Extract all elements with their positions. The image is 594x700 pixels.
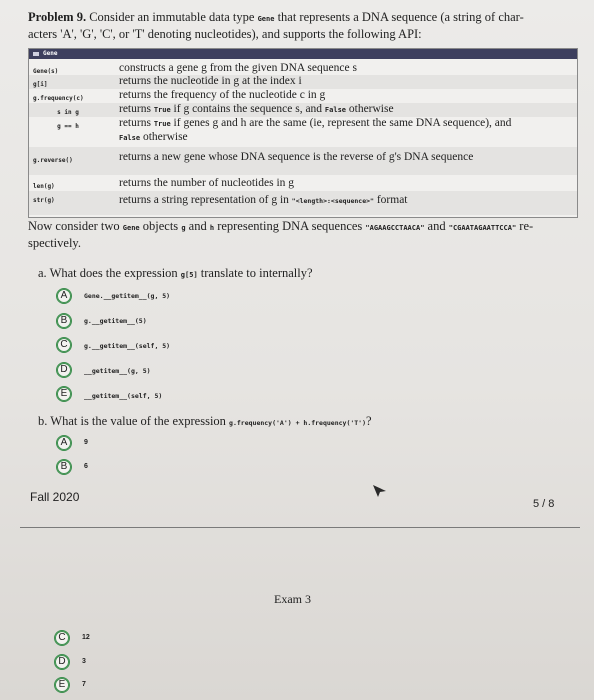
- api-row-equals: [29, 117, 577, 147]
- question-b: b. What is the value of the expression g.frequency('A') + h.frequency('T')?: [38, 414, 372, 428]
- api-table-header: [29, 49, 577, 59]
- option-b-c-value: 12: [82, 634, 90, 641]
- api-table: [28, 48, 578, 218]
- problem-statement: [28, 10, 573, 42]
- page-divider: [20, 527, 580, 528]
- api-key: g[i]: [33, 81, 48, 88]
- option-b-a-radio[interactable]: A: [56, 435, 72, 451]
- context-paragraph: Now consider two Gene objects g and h representing DNA sequences "AGAAGCCTAACA" and "CGAATAGAATTCCA" re- spectively.: [28, 219, 534, 250]
- option-b-b-value: 6: [84, 463, 88, 470]
- option-b-e-value: 7: [82, 681, 86, 688]
- api-row-contains: [29, 103, 577, 117]
- api-key: g == h: [57, 123, 79, 130]
- api-desc: returns the frequency of the nucleotide c in g: [119, 89, 326, 101]
- footer-term: Fall 2020: [30, 490, 80, 504]
- option-b-a-value: 9: [84, 439, 88, 446]
- option-a-code: Gene.__getitem__(g, 5): [84, 292, 171, 300]
- option-a-radio[interactable]: A: [56, 288, 72, 304]
- option-b-c-radio[interactable]: C: [54, 630, 70, 646]
- api-key: g.reverse(): [33, 157, 73, 164]
- option-b-b-radio[interactable]: B: [56, 459, 72, 475]
- problem-label: Problem 9.: [28, 10, 87, 24]
- api-row-reverse: [29, 147, 577, 175]
- option-b-d-value: 3: [82, 658, 86, 665]
- option-d-code: __getitem__(g, 5): [84, 367, 151, 375]
- api-desc: returns a new gene whose DNA sequence is the reverse of g's DNA sequence: [119, 151, 474, 163]
- api-table-title: Gene: [43, 50, 58, 57]
- api-key: str(g): [33, 197, 55, 204]
- page-number: 5 / 8: [533, 498, 555, 510]
- api-row-str: [29, 191, 577, 215]
- next-page-header: Exam 3: [274, 592, 311, 606]
- problem-intro-text: Consider an immutable data type: [86, 10, 258, 24]
- api-desc: returns a string representation of g in "<length>:<sequence>" format: [119, 194, 408, 206]
- option-b-radio[interactable]: B: [56, 313, 72, 329]
- option-e-code: __getitem__(self, 5): [84, 392, 163, 400]
- question-a: a. What does the expression g[5] translate to internally?: [38, 266, 313, 280]
- option-b-e-radio[interactable]: E: [54, 677, 70, 693]
- option-d-radio[interactable]: D: [56, 362, 72, 378]
- problem-intro-text-3: acters 'A', 'G', 'C', or 'T' denoting nucleotides), and supports the following API:: [28, 27, 422, 41]
- option-c-code: g.__getitem__(self, 5): [84, 342, 171, 350]
- api-desc: returns the nucleotide in g at the index i: [119, 75, 302, 87]
- api-key: len(g): [33, 183, 55, 190]
- type-name-code: Gene: [257, 15, 275, 23]
- option-b-code: g.__getitem__(5): [84, 317, 147, 325]
- option-c-radio[interactable]: C: [56, 337, 72, 353]
- api-key: Gene(s): [33, 68, 59, 75]
- api-row-index: [29, 75, 577, 89]
- problem-intro-text-2: that represents a DNA sequence (a string of char-: [274, 10, 524, 24]
- table-icon: [33, 52, 39, 56]
- api-desc: returns True if genes g and h are the same (ie, represent the same DNA sequence), and False otherwise: [119, 117, 512, 143]
- api-desc: returns True if g contains the sequence s, and False otherwise: [119, 103, 394, 115]
- api-desc: returns the number of nucleotides in g: [119, 177, 295, 189]
- mouse-cursor-icon: [372, 484, 388, 498]
- api-desc: constructs a gene g from the given DNA sequence s: [119, 62, 357, 74]
- api-key: g.frequency(c): [33, 95, 84, 102]
- option-e-radio[interactable]: E: [56, 386, 72, 402]
- option-b-d-radio[interactable]: D: [54, 654, 70, 670]
- api-key: s in g: [57, 109, 79, 116]
